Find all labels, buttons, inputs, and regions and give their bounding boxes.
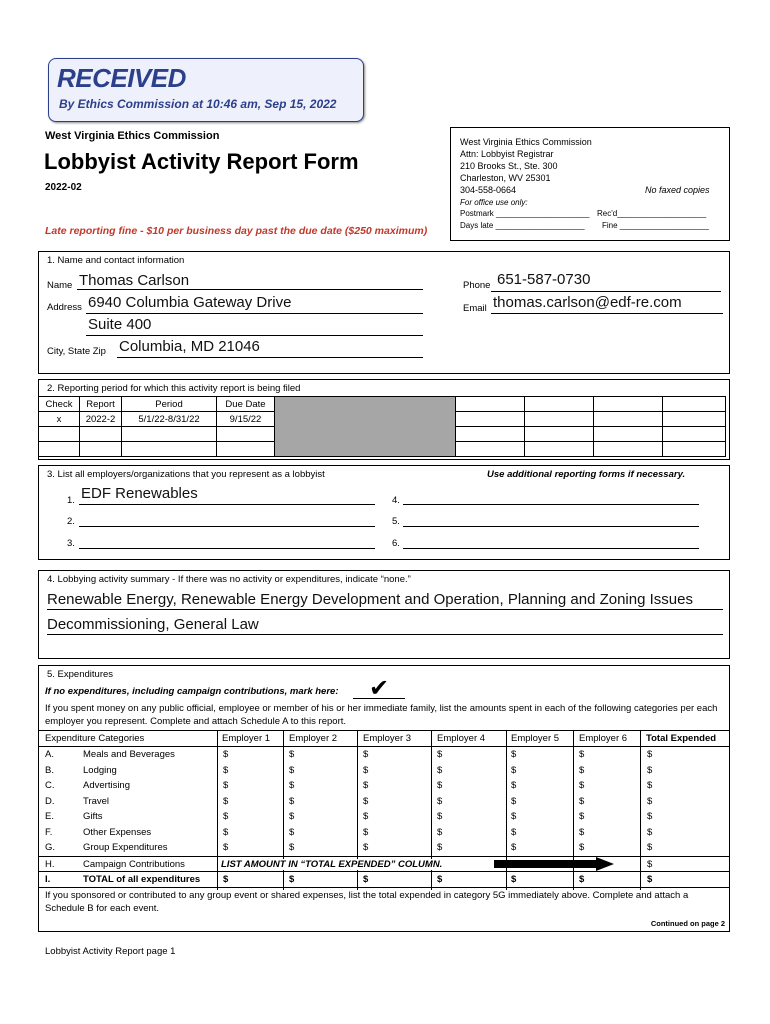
blank-cell [594,427,663,442]
dollar-cell[interactable]: $ [647,811,653,822]
blank-cell [525,442,594,457]
office-use-label: For office use only: [460,198,528,207]
row-letter: D. [45,795,55,807]
blank-cell [663,427,726,442]
blank-cell [456,442,525,457]
mail-line2: Attn: Lobbyist Registrar [460,149,554,159]
row-label: Lodging [83,764,117,776]
postmark-field: Postmark _____________________ [460,209,590,218]
dollar-cell[interactable]: $ [223,780,229,791]
dollar-cell[interactable]: $ [579,874,585,885]
dollar-cell[interactable]: $ [511,874,517,885]
blank-cell [456,427,525,442]
additional-forms-note: Use additional reporting forms if necessary. [487,469,686,480]
row-label: Advertising [83,780,130,791]
dollar-cell[interactable]: $ [289,764,295,776]
dollar-cell[interactable]: $ [223,764,229,776]
dollar-cell[interactable]: $ [223,749,229,760]
received-stamp [48,58,364,122]
period-code: 2022-02 [45,182,82,193]
col-employer-2: Employer 2 [289,733,338,744]
stamp-title: RECEIVED [57,63,186,93]
blank-cell [525,427,594,442]
no-fax-note: No faxed copies [645,185,710,195]
cell-period[interactable]: 5/1/22-8/31/22 [122,412,217,427]
col-total: Total Expended [646,733,717,744]
employer-6-field[interactable] [403,547,699,549]
col-employer-6: Employer 6 [579,733,628,744]
employer-3-num: 3. [67,538,75,549]
row-letter: A. [45,749,54,760]
dollar-cell[interactable]: $ [289,780,295,791]
row-label: Gifts [83,811,103,822]
name-label: Name [47,280,73,291]
shaded-cell [275,397,456,457]
group-event-note: If you sponsored or contributed to any group event or shared expenses, list the total expended in category 5G immediately above. Complete and attach a Schedule B for each event. [45,890,689,914]
blank-cell [456,412,525,427]
section-contact [38,251,730,374]
dollar-cell[interactable]: $ [363,749,369,760]
summary-underline-2 [47,633,723,635]
expenditure-row [39,840,729,855]
blank-cell [456,397,525,412]
col-employer-1: Employer 1 [222,733,271,744]
dollar-cell[interactable]: $ [511,780,517,791]
section-employers [38,465,730,560]
dollar-cell[interactable]: $ [289,826,295,838]
dollar-cell[interactable]: $ [579,749,585,760]
blank-cell [594,412,663,427]
employer-5-num: 5. [392,516,400,527]
dollar-cell[interactable]: $ [289,874,295,885]
dollar-cell[interactable]: $ [437,826,443,838]
name-field[interactable]: Thomas Carlson [79,272,190,289]
summary-line-1[interactable]: Renewable Energy, Renewable Energy Development and Operation, Planning and Zoning Issues [47,591,693,608]
dollar-cell[interactable]: $ [363,811,369,822]
dollar-cell[interactable]: $ [289,842,295,853]
dollar-cell[interactable]: $ [289,795,295,807]
employer-2-num: 2. [67,516,75,527]
mail-line4: Charleston, WV 25301 [460,173,551,183]
days-late-field: Days late ____________________ [460,221,585,230]
col-check: Check [39,397,80,412]
expenditure-row [39,747,729,762]
mail-line3: 210 Brooks St., Ste. 300 [460,161,558,171]
section5-heading: 5. Expenditures [47,669,114,680]
section-activity-summary [38,570,730,659]
cell-due[interactable]: 9/15/22 [217,412,275,427]
dollar-cell[interactable]: $ [579,826,585,838]
expenditure-row [39,778,729,793]
dollar-cell[interactable]: $ [437,780,443,791]
total-dollar[interactable]: $ [647,859,653,870]
dollar-cell[interactable]: $ [223,842,229,853]
row-letter: B. [45,764,54,776]
employer-6-num: 6. [392,538,400,549]
cell-check[interactable]: x [39,412,80,427]
email-underline [491,312,723,314]
dollar-cell[interactable]: $ [579,780,585,791]
phone-label: Phone [463,280,491,291]
form-title: Lobbyist Activity Report Form [44,149,359,174]
dollar-cell[interactable]: $ [511,764,517,776]
row-label: Travel [83,795,110,807]
row-label: TOTAL of all expenditures [83,874,201,885]
late-fine-notice: Late reporting fine - $10 per business day past the due date ($250 maximum) [45,225,428,237]
section3-heading: 3. List all employers/organizations that you represent as a lobbyist [47,469,325,480]
section-expenditures [38,665,730,889]
dollar-cell[interactable]: $ [363,874,369,885]
email-label: Email [463,303,487,314]
col-period: Period [122,397,217,412]
employer-4-field[interactable] [403,503,699,505]
dollar-cell[interactable]: $ [437,749,443,760]
dollar-cell[interactable]: $ [647,780,653,791]
section1-heading: 1. Name and contact information [47,255,185,266]
cell-due[interactable] [217,442,275,457]
page-footer: Lobbyist Activity Report page 1 [45,946,176,957]
section2-heading: 2. Reporting period for which this activity report is being filed [47,383,301,394]
city-underline [117,356,423,358]
section-reporting-period [38,379,730,460]
arrow-right-icon [494,857,616,871]
no-expenditures-check[interactable]: ✔ [369,674,390,702]
employer-2-field[interactable] [79,525,375,527]
col-employer-5: Employer 5 [511,733,560,744]
dollar-cell[interactable]: $ [223,826,229,838]
cell-report[interactable] [80,427,122,442]
address-field-1[interactable]: 6940 Columbia Gateway Drive [88,294,292,311]
expenditure-header-row [39,731,729,747]
table-header-row [39,397,726,412]
dollar-cell[interactable]: $ [579,795,585,807]
dollar-cell[interactable]: $ [437,795,443,807]
row-label: Meals and Beverages [83,749,175,760]
org-name: West Virginia Ethics Commission [45,130,220,142]
summary-line-2[interactable]: Decommissioning, General Law [47,616,259,633]
dollar-cell[interactable]: $ [363,842,369,853]
row-letter: I. [45,874,51,885]
row-total-expenditures [39,871,729,888]
dollar-cell[interactable]: $ [223,874,229,885]
employer-1-num: 1. [67,495,75,506]
dollar-cell[interactable]: $ [363,764,369,776]
address-field-2[interactable]: Suite 400 [88,316,152,333]
address-underline-1 [86,312,423,314]
address-underline-2 [86,334,423,336]
col-employer-3: Employer 3 [363,733,412,744]
reporting-period-table [38,396,726,457]
col-categories: Expenditure Categories [45,733,145,744]
recd-field: Rec'd____________________ [597,209,707,218]
employer-4-num: 4. [392,495,400,506]
expenditure-footer [38,887,730,932]
row-campaign-contributions [39,856,729,872]
dollar-cell[interactable]: $ [223,811,229,822]
dollar-cell[interactable]: $ [437,811,443,822]
dollar-cell[interactable]: $ [511,842,517,853]
dollar-cell[interactable]: $ [223,795,229,807]
expenditure-row [39,763,729,778]
email-field[interactable]: thomas.carlson@edf-re.com [493,294,682,311]
blank-cell [525,397,594,412]
dollar-cell[interactable]: $ [579,811,585,822]
dollar-cell[interactable]: $ [363,795,369,807]
expenditure-row [39,809,729,824]
dollar-cell[interactable]: $ [437,874,443,885]
dollar-cell[interactable]: $ [363,780,369,791]
cell-report[interactable] [80,442,122,457]
employer-1-underline [79,503,375,505]
city-label: City, State Zip [47,346,106,357]
blank-cell [525,412,594,427]
employer-5-field[interactable] [403,525,699,527]
col-report: Report [80,397,122,412]
dollar-cell[interactable]: $ [579,764,585,776]
dollar-cell[interactable]: $ [647,826,653,838]
campaign-note: LIST AMOUNT IN “TOTAL EXPENDED” COLUMN. [221,859,443,870]
summary-underline-1 [47,608,723,610]
employer-1-field[interactable]: EDF Renewables [81,485,198,502]
cell-check[interactable] [39,442,80,457]
dollar-cell[interactable]: $ [363,826,369,838]
dollar-cell[interactable]: $ [647,842,653,853]
row-label: Campaign Contributions [83,859,185,870]
dollar-cell[interactable]: $ [289,811,295,822]
row-letter: H. [45,859,55,870]
blank-cell [663,397,726,412]
blank-cell [594,442,663,457]
dollar-cell[interactable]: $ [511,826,517,838]
no-expenditures-label: If no expenditures, including campaign contributions, mark here: [45,686,339,697]
employer-3-field[interactable] [79,547,375,549]
mail-line1: West Virginia Ethics Commission [460,137,592,147]
mailing-address-box [450,127,730,241]
col-employer-4: Employer 4 [437,733,486,744]
city-field[interactable]: Columbia, MD 21046 [119,338,260,355]
row-label: Group Expenditures [83,842,168,853]
dollar-cell[interactable]: $ [511,795,517,807]
phone-field[interactable]: 651-587-0730 [497,271,591,288]
cell-due[interactable] [217,427,275,442]
dollar-cell[interactable]: $ [511,749,517,760]
dollar-cell[interactable]: $ [437,764,443,776]
row-letter: E. [45,811,54,822]
col-due-date: Due Date [217,397,275,412]
expenditure-row [39,794,729,809]
row-letter: G. [45,842,56,853]
expenditure-table [39,730,729,890]
row-letter: C. [45,780,55,791]
cell-report[interactable]: 2022-2 [80,412,122,427]
fine-field: Fine ____________________ [602,221,709,230]
dollar-cell[interactable]: $ [289,749,295,760]
cell-period[interactable] [122,442,217,457]
stamp-subtitle: By Ethics Commission at 10:46 am, Sep 15, 2022 [59,97,337,111]
dollar-cell[interactable]: $ [437,842,443,853]
row-letter: F. [45,826,53,838]
expenditure-row [39,825,729,840]
mail-phone: 304-558-0664 [460,185,517,195]
dollar-cell[interactable]: $ [647,874,653,885]
address-label: Address [47,302,82,313]
row-label: Other Expenses [83,826,152,838]
section4-heading: 4. Lobbying activity summary - If there was no activity or expenditures, indicate “none.” [47,574,411,585]
dollar-cell[interactable]: $ [647,795,653,807]
dollar-cell[interactable]: $ [647,749,653,760]
dollar-cell[interactable]: $ [511,811,517,822]
blank-cell [594,397,663,412]
dollar-cell[interactable]: $ [647,764,653,776]
blank-cell [663,412,726,427]
blank-cell [663,442,726,457]
continued-note: Continued on page 2 [650,919,725,928]
dollar-cell[interactable]: $ [579,842,585,853]
expenditure-instructions: If you spent money on any public official, employee or member of his or her immediate family, list the amounts spent in each of the following categories per each employer you represent. Complete and attach Schedule A to this report. [45,703,718,727]
phone-underline [491,290,721,292]
cell-check[interactable] [39,427,80,442]
cell-period[interactable] [122,427,217,442]
